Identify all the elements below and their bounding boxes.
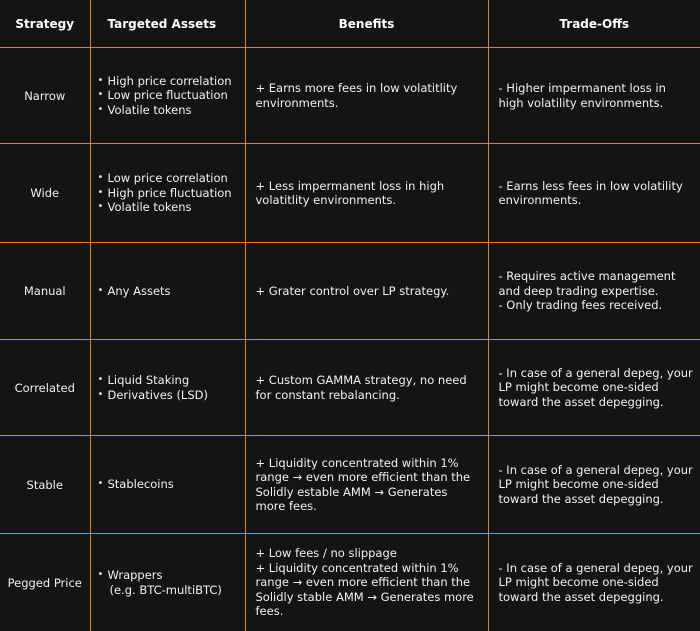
targeted-assets-cell (90, 144, 245, 243)
trade-off-line: and deep trading expertise. (499, 284, 695, 299)
benefit-line: Solidly estable AMM → Generates (256, 485, 482, 500)
trade-off-line: high volatility environments. (499, 96, 695, 111)
asset-text: Low price correlation (108, 171, 228, 185)
trade-offs-cell (488, 243, 700, 340)
benefit-line: + Low fees / no slippage (256, 546, 482, 561)
asset-text: Liquid Staking (108, 373, 190, 387)
assets-list (97, 284, 245, 299)
asset-text: High price fluctuation (108, 186, 232, 200)
asset-text: Stablecoins (108, 477, 174, 491)
table-header-row (0, 0, 700, 48)
benefit-line: range → even more efficient than the (256, 575, 482, 590)
bullet-icon: • (98, 88, 104, 103)
strategy-name: Narrow (0, 48, 90, 144)
benefits-cell (245, 48, 488, 144)
asset-item (97, 477, 245, 492)
benefit-line: Solidly stable AMM → Generates more (256, 590, 482, 605)
benefit-line: more fees. (256, 499, 482, 514)
targeted-assets-cell (90, 48, 245, 144)
trade-off-line: - Only trading fees received. (499, 298, 695, 313)
header-strategy: Strategy (0, 0, 90, 48)
header-trade-offs: Trade-Offs (488, 0, 700, 48)
targeted-assets-cell (90, 436, 245, 534)
strategy-name: Stable (0, 436, 90, 534)
benefit-line: + Earns more fees in low volatitlity (256, 81, 482, 96)
table-row (0, 340, 700, 436)
asset-text: Low price fluctuation (108, 88, 228, 102)
assets-list (97, 373, 245, 402)
benefit-line: + Liquidity concentrated within 1% (256, 561, 482, 576)
asset-item (97, 88, 245, 103)
asset-item-continuation (97, 583, 245, 598)
asset-text: Volatile tokens (108, 200, 192, 214)
benefits-cell (245, 144, 488, 243)
asset-text: Derivatives (LSD) (108, 388, 208, 402)
trade-offs-cell (488, 436, 700, 534)
table-row (0, 243, 700, 340)
assets-list (97, 568, 245, 597)
benefit-line: range → even more efficient than the (256, 470, 482, 485)
assets-list (97, 171, 245, 215)
trade-off-line: environments. (499, 193, 695, 208)
benefits-cell (245, 340, 488, 436)
asset-text: Wrappers (108, 568, 163, 582)
trade-off-line: - Requires active management (499, 269, 695, 284)
trade-off-line: - Higher impermanent loss in (499, 81, 695, 96)
trade-off-line: LP might become one-sided (499, 380, 695, 395)
asset-text: High price correlation (108, 74, 232, 88)
asset-item (97, 171, 245, 186)
asset-text: Volatile tokens (108, 103, 192, 117)
benefit-line: + Liquidity concentrated within 1% (256, 456, 482, 471)
asset-item (97, 103, 245, 118)
strategy-name: Correlated (0, 340, 90, 436)
asset-text: Any Assets (108, 284, 171, 298)
header-benefits: Benefits (245, 0, 488, 48)
benefit-line: + Less impermanent loss in high (256, 179, 482, 194)
assets-list (97, 74, 245, 118)
trade-offs-cell (488, 340, 700, 436)
benefit-line: volatitlity environments. (256, 193, 482, 208)
bullet-icon: • (98, 186, 104, 201)
table-row (0, 144, 700, 243)
strategy-name: Wide (0, 144, 90, 243)
bullet-icon: • (98, 103, 104, 118)
trade-off-line: toward the asset depegging. (499, 395, 695, 410)
bullet-icon: • (98, 477, 104, 492)
trade-off-line: - In case of a general depeg, your (499, 463, 695, 478)
asset-text: (e.g. BTC-multiBTC) (110, 583, 222, 597)
trade-offs-cell (488, 48, 700, 144)
asset-item (97, 186, 245, 201)
trade-offs-cell (488, 144, 700, 243)
targeted-assets-cell (90, 340, 245, 436)
targeted-assets-cell (90, 534, 245, 631)
trade-offs-cell (488, 534, 700, 631)
bullet-icon: • (98, 74, 104, 89)
header-targeted-assets: Targeted Assets (90, 0, 245, 48)
bullet-icon: • (98, 284, 104, 299)
trade-off-line: toward the asset depegging. (499, 492, 695, 507)
benefit-line: environments. (256, 96, 482, 111)
trade-off-line: toward the asset depegging. (499, 590, 695, 605)
strategy-name: Manual (0, 243, 90, 340)
bullet-icon: • (98, 568, 104, 583)
benefits-cell (245, 436, 488, 534)
asset-item (97, 373, 245, 388)
asset-item (97, 388, 245, 403)
trade-off-line: - Earns less fees in low volatility (499, 179, 695, 194)
asset-item (97, 284, 245, 299)
strategy-name: Pegged Price (0, 534, 90, 631)
trade-off-line: - In case of a general depeg, your (499, 366, 695, 381)
benefit-line: fees. (256, 604, 482, 619)
bullet-icon: • (98, 373, 104, 388)
trade-off-line: LP might become one-sided (499, 477, 695, 492)
targeted-assets-cell (90, 243, 245, 340)
table-row (0, 534, 700, 631)
benefits-cell (245, 534, 488, 631)
trade-off-line: - In case of a general depeg, your (499, 561, 695, 576)
bullet-icon: • (98, 171, 104, 186)
table-row (0, 436, 700, 534)
bullet-icon: • (98, 200, 104, 215)
table-row (0, 48, 700, 144)
asset-item (97, 568, 245, 583)
trade-off-line: LP might become one-sided (499, 575, 695, 590)
assets-list (97, 477, 245, 492)
benefit-line: for constant rebalancing. (256, 388, 482, 403)
bullet-icon: • (98, 388, 104, 403)
benefits-cell (245, 243, 488, 340)
asset-item (97, 74, 245, 89)
benefit-line: + Custom GAMMA strategy, no need (256, 373, 482, 388)
asset-item (97, 200, 245, 215)
benefit-line: + Grater control over LP strategy. (256, 284, 482, 299)
